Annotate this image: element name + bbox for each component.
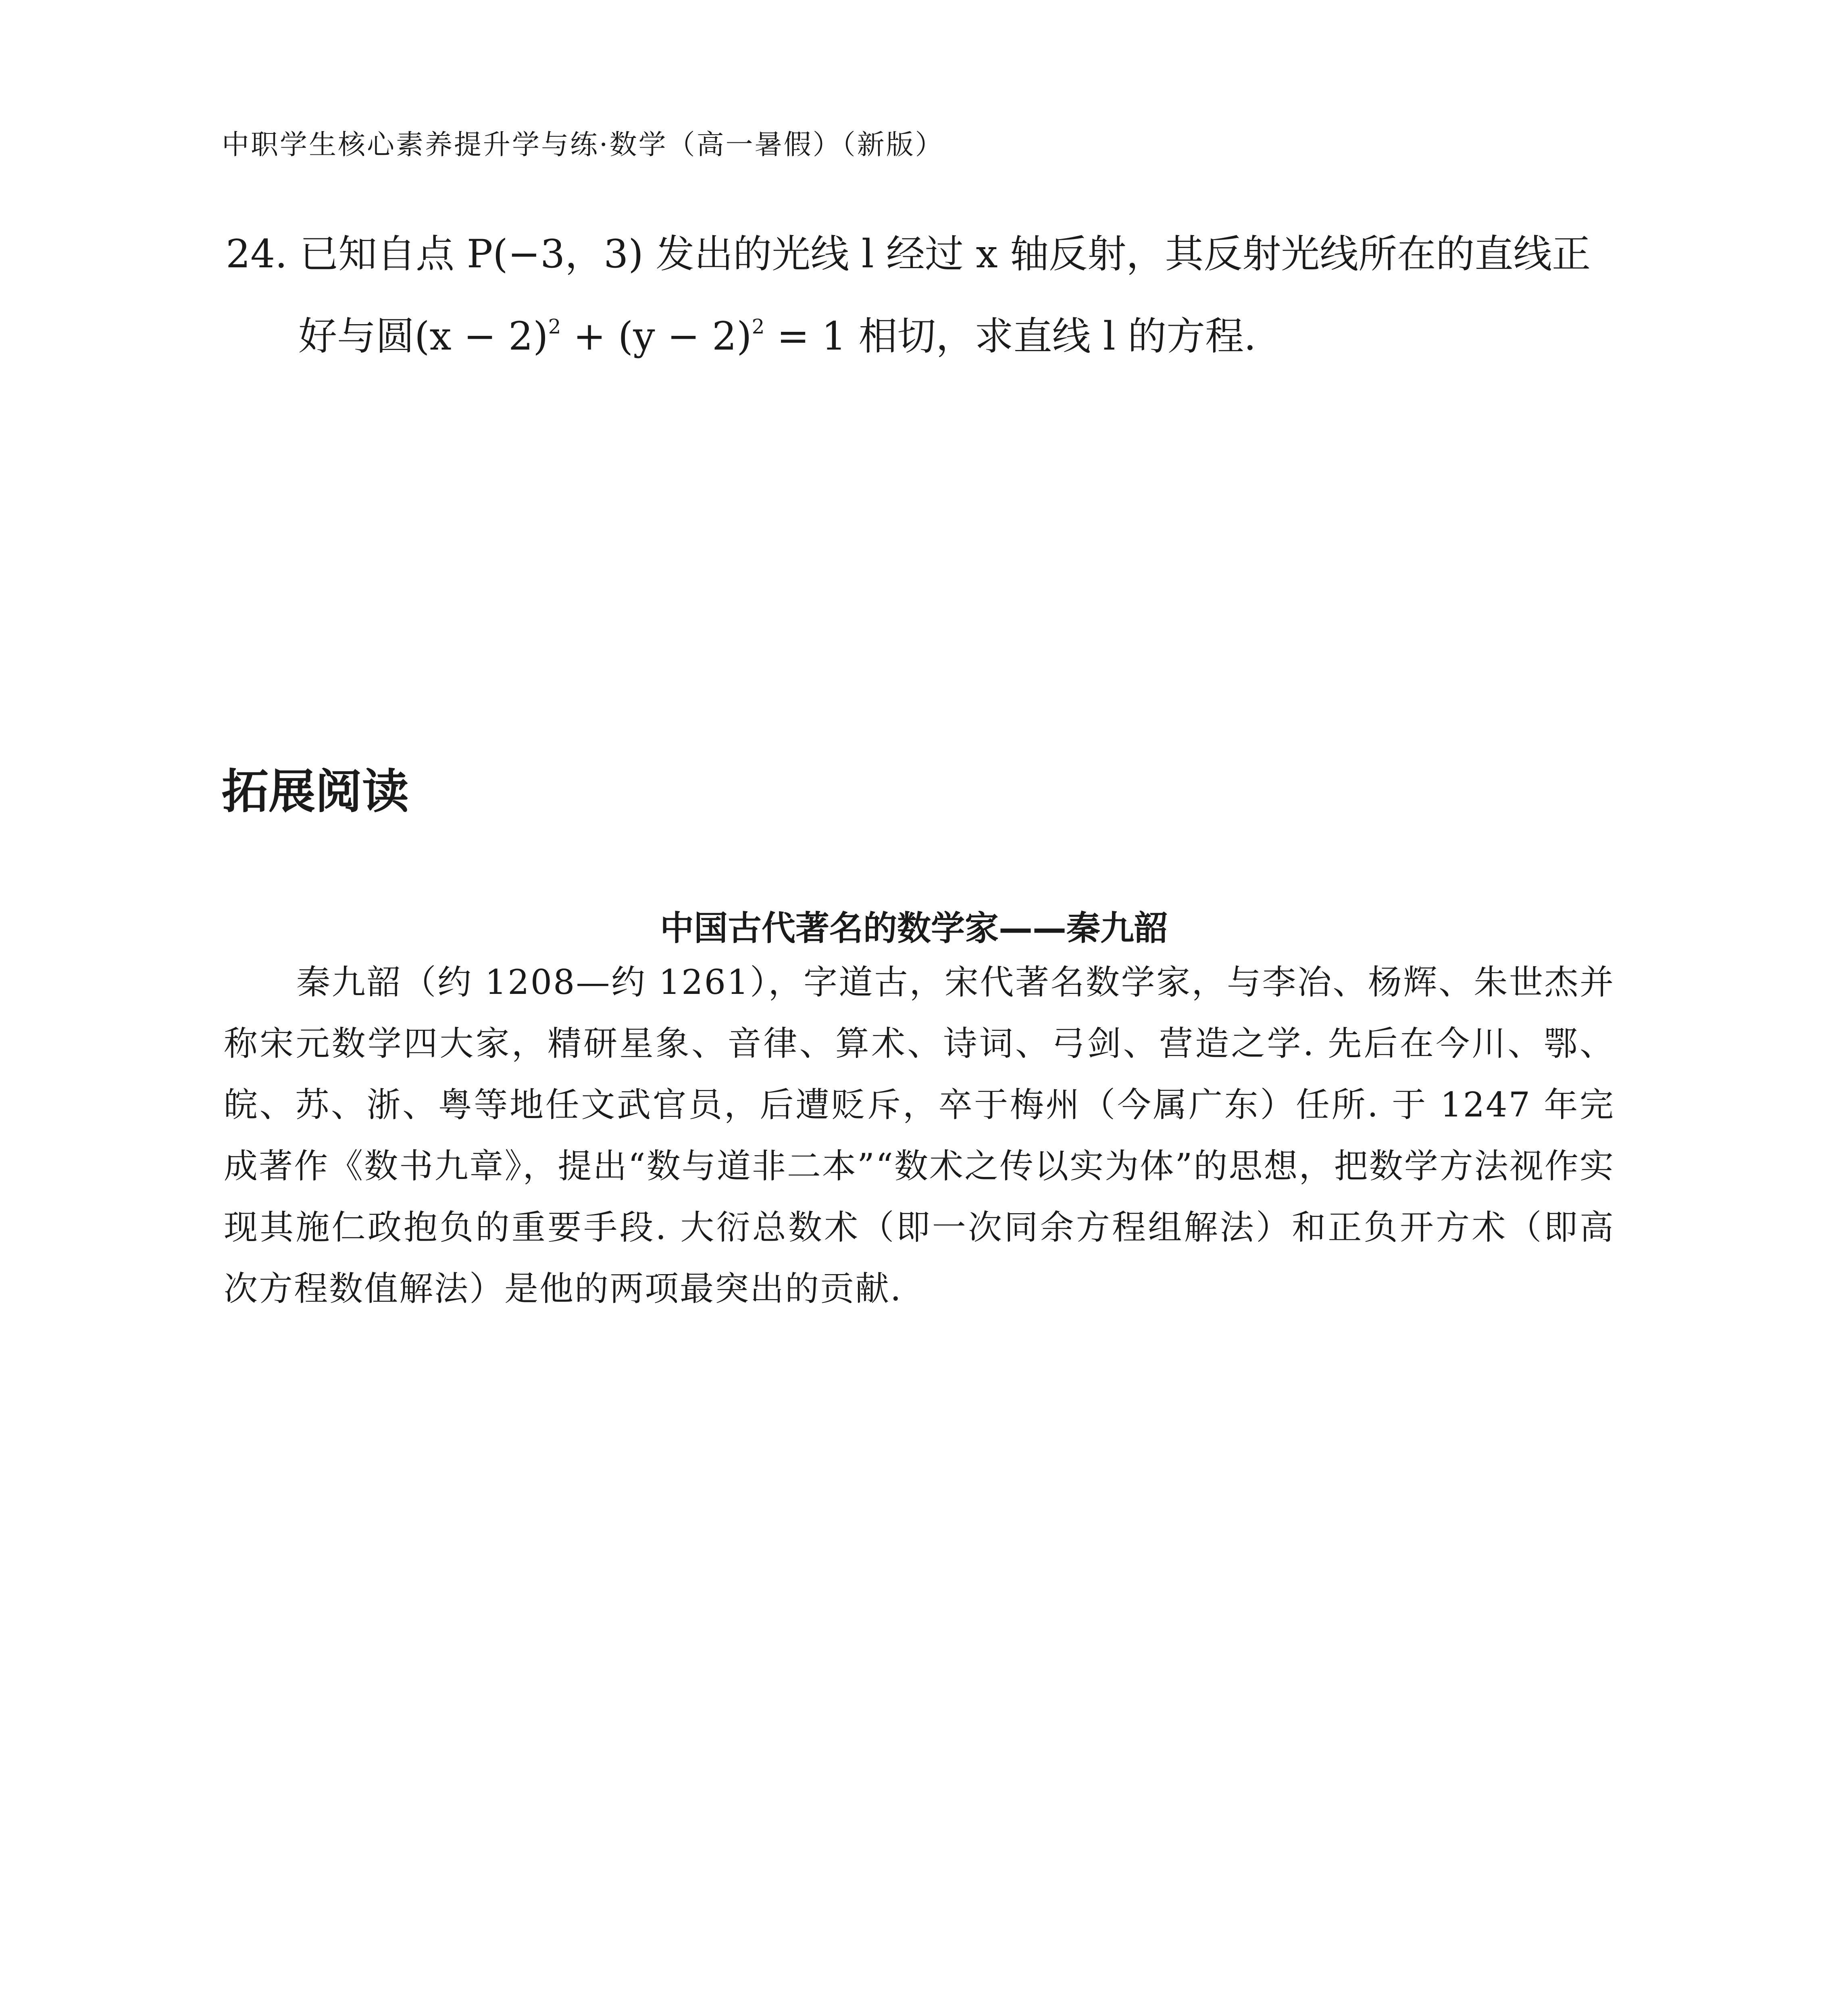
- question-text-line-1: 已知自点 P(−3，3) 发出的光线 l 经过 x 轴反射，其反射光线所在的直线正: [300, 231, 1591, 277]
- exponent-2: 2: [752, 315, 765, 338]
- question-line-1: [226, 218, 1637, 290]
- article-title: 中国古代著名的数学家——秦九韶: [660, 908, 1168, 948]
- question-text-part-1: 好与圆(x − 2): [298, 314, 548, 359]
- section-title: 拓展阅读: [222, 764, 409, 819]
- question-number: 24.: [226, 231, 287, 277]
- question-text-part-3: = 1 相切，求直线 l 的方程.: [764, 314, 1256, 359]
- running-header: 中职学生核心素养提升学与练·数学（高一暑假）（新版）: [222, 129, 944, 161]
- question-line-2: [226, 290, 1637, 373]
- question-text-part-2: + (y − 2): [561, 314, 752, 359]
- question-24: [226, 218, 1637, 373]
- exponent-1: 2: [548, 315, 561, 338]
- article-body: 秦九韶（约 1208—约 1261），字道古，宋代著名数学家，与李冶、杨辉、朱世杰并称宋元数学四大家，精研星象、音律、算术、诗词、弓剑、营造之学. 先后在今川、鄂、皖、苏、浙、粤等地任文武官员，后遭贬斥，卒于梅州（今属广东）任所. 于 1247 年完成著作《数书九章》，提出“数与道非二本”“数术之传以实为体”的思想，把数学方法视作实现其施仁政抱负的重要手段. 大衍总数术（即一次同余方程组解法）和正负开方术（即高次方程数值解法）是他的两项最突出的贡献.: [224, 962, 1615, 1308]
